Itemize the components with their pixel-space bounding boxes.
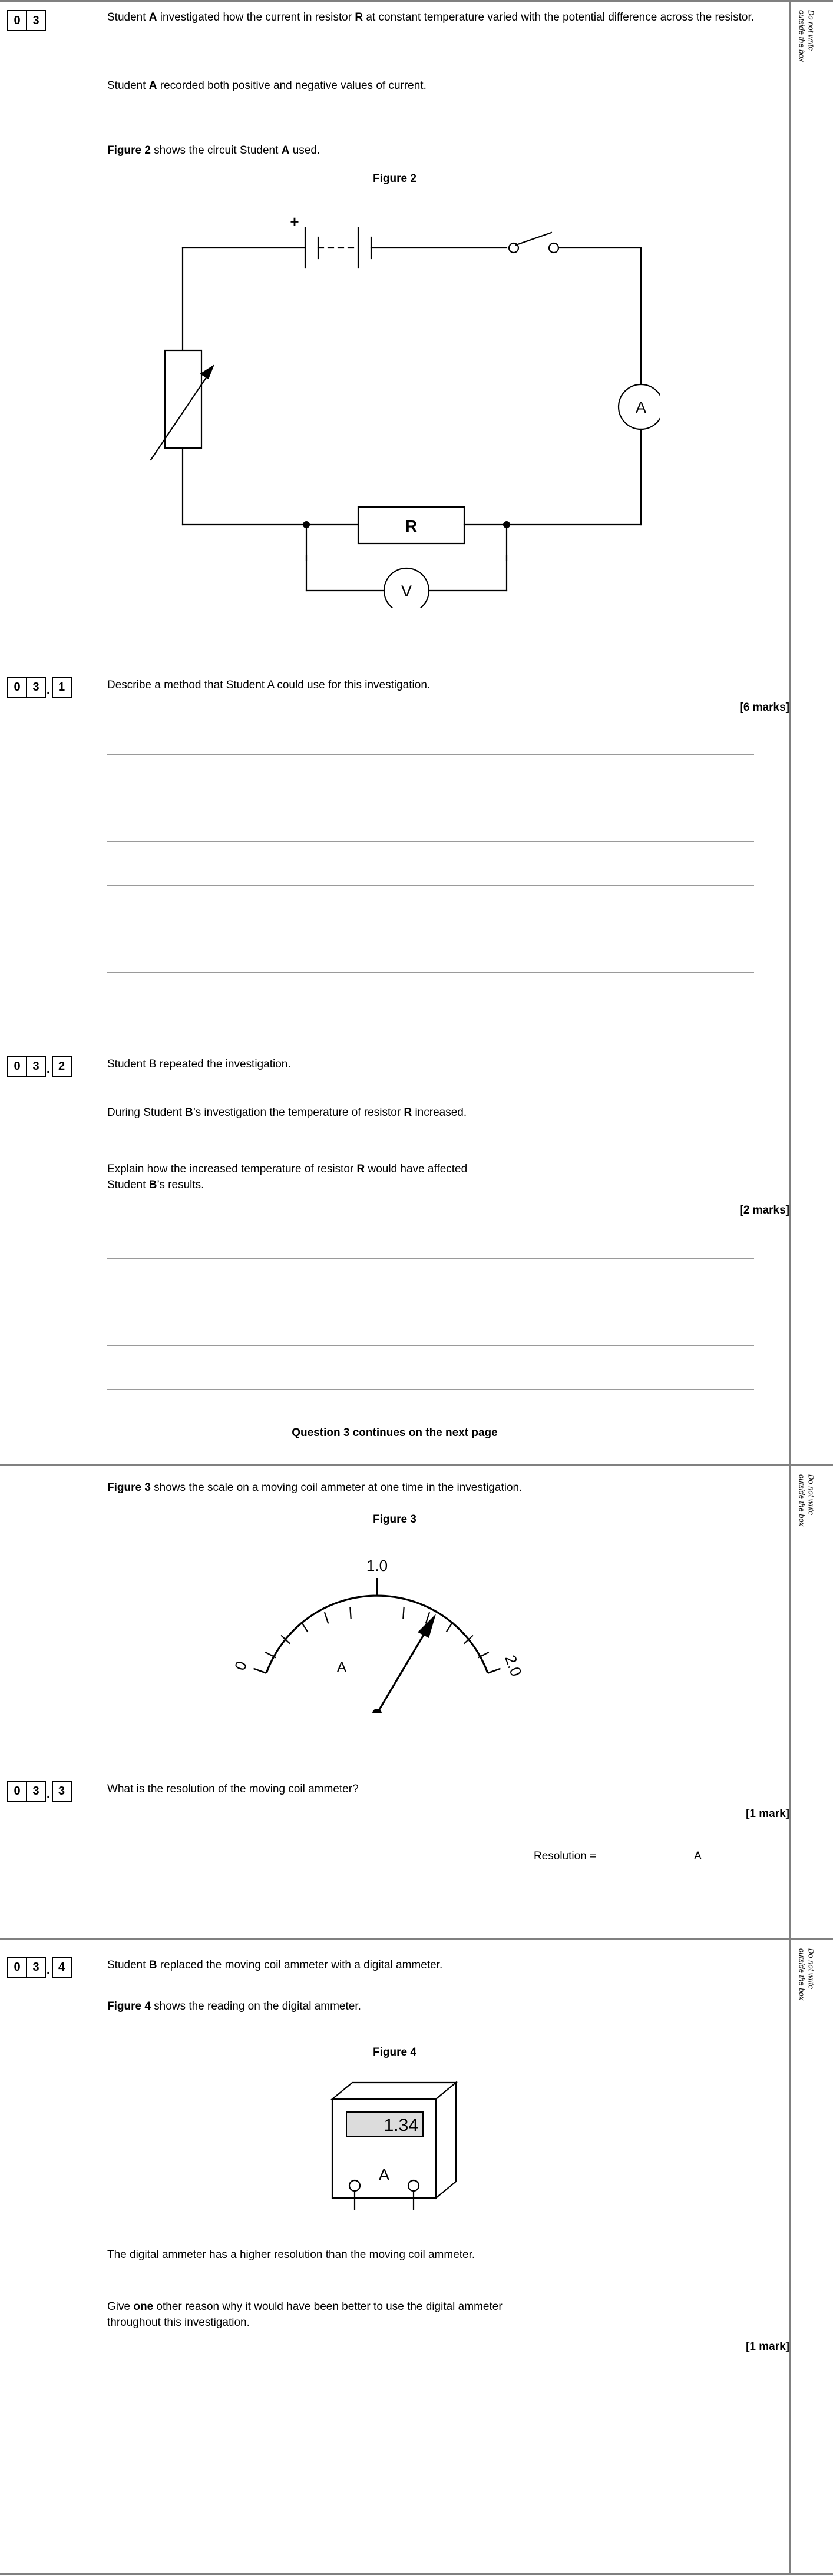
digital-meter-unit-label: A [378, 2166, 390, 2184]
resistor-label: R [405, 517, 418, 535]
part-number-dot: . [47, 1964, 50, 1977]
question-digit-0: 0 [7, 10, 27, 31]
question-digit-3: 3 [26, 10, 46, 31]
page-section-3 [0, 1940, 833, 2575]
margin-divider [789, 1466, 791, 1938]
figure-4-intro: Figure 4 shows the reading on the digital ammeter. [107, 2000, 361, 2013]
part-number-dot: . [47, 1788, 50, 1801]
digital-display-value: 1.34 [384, 2116, 418, 2135]
question-number-03-1 [7, 677, 71, 698]
part-03-2-line-1: Student B repeated the investigation. [107, 1058, 291, 1070]
part-digit-0: 0 [7, 677, 27, 698]
margin-note-line-1: Do not write [806, 1474, 816, 1516]
part-03-3-text: What is the resolution of the moving coil ammeter? [107, 1783, 359, 1795]
answer-line[interactable] [107, 1345, 754, 1346]
part-digit-0: 0 [7, 1781, 27, 1802]
voltmeter-label: V [401, 582, 412, 600]
part-03-2-line-2: During Student B’s investigation the temperature of resistor R increased. [107, 1106, 467, 1119]
figure-3-moving-coil-ammeter [194, 1537, 560, 1713]
part-03-4-marks: [1 mark] [746, 2340, 789, 2353]
answer-line[interactable] [107, 1258, 754, 1259]
question-continues-note: Question 3 continues on the next page [292, 1427, 498, 1439]
part-03-4-line-3: Give one other reason why it would have been better to use the digital ammeter throughout this investigation. [107, 2300, 503, 2329]
resolution-unit-label: A [694, 1850, 702, 1862]
scale-label-0: 0 [230, 1658, 251, 1673]
question-number-03-2 [7, 1056, 71, 1077]
question-number-03 [7, 10, 45, 31]
part-number-dot: . [47, 684, 50, 697]
part-03-1-text: Describe a method that Student A could use for this investigation. [107, 679, 431, 691]
margin-divider [789, 2, 791, 1464]
margin-note-line-2: outside the box [797, 10, 806, 62]
question-number-03-3 [7, 1781, 71, 1802]
question-intro-paragraph-2: Student A recorded both positive and negative values of current. [107, 79, 427, 92]
part-03-2-marks: [2 marks] [739, 1204, 789, 1216]
figure-2-circuit-diagram [118, 214, 660, 561]
part-03-1-marks: [6 marks] [739, 701, 789, 714]
figure-4-digital-ammeter [318, 2076, 477, 2211]
do-not-write-outside-box-note [796, 1474, 816, 1527]
figure-2-voltmeter [118, 555, 660, 608]
part-digit-3: 3 [26, 1056, 46, 1077]
figure-4-caption: Figure 4 [373, 2046, 416, 2058]
margin-note-line-2: outside the box [797, 1948, 806, 2001]
margin-note-line-2: outside the box [797, 1474, 806, 1527]
part-digit-3: 3 [26, 1781, 46, 1802]
part-digit-sub: 2 [52, 1056, 72, 1077]
figure-3-caption: Figure 3 [373, 1513, 416, 1526]
part-03-4-line-2: The digital ammeter has a higher resolution than the moving coil ammeter. [107, 2249, 475, 2261]
figure-2-caption: Figure 2 [373, 173, 416, 185]
part-digit-sub: 3 [52, 1781, 72, 1802]
question-intro-paragraph-3: Figure 2 shows the circuit Student A used. [107, 144, 320, 157]
part-digit-3: 3 [26, 677, 46, 698]
part-03-2-line-3: Explain how the increased temperature of resistor R would have affected Student B’s results. [107, 1163, 468, 1191]
part-number-dot: . [47, 1063, 50, 1076]
part-digit-sub: 4 [52, 1957, 72, 1978]
part-digit-0: 0 [7, 1957, 27, 1978]
answer-line[interactable] [107, 754, 754, 755]
resolution-answer-line [534, 1849, 702, 1863]
do-not-write-outside-box-note [796, 1948, 816, 2001]
part-digit-3: 3 [26, 1957, 46, 1978]
part-03-4-line-1: Student B replaced the moving coil ammeter with a digital ammeter. [107, 1959, 443, 1971]
figure-3-intro: Figure 3 shows the scale on a moving coil ammeter at one time in the investigation. [107, 1481, 523, 1494]
answer-line[interactable] [107, 885, 754, 886]
part-digit-sub: 1 [52, 677, 72, 698]
question-number-03-4 [7, 1957, 71, 1978]
scale-label-1: 1.0 [366, 1557, 388, 1574]
ammeter-label: A [635, 399, 647, 416]
answer-line[interactable] [107, 841, 754, 842]
margin-note-line-1: Do not write [806, 1948, 816, 1990]
resolution-prompt-label: Resolution = [534, 1850, 597, 1862]
meter-unit-label: A [336, 1659, 347, 1676]
answer-line[interactable] [107, 1389, 754, 1390]
margin-divider [789, 1940, 791, 2573]
scale-label-2: 2.0 [501, 1652, 525, 1679]
answer-line[interactable] [107, 972, 754, 973]
question-intro-paragraph-1: Student A investigated how the current in resistor R at constant temperature varied with the potential difference across the resistor. [107, 11, 755, 24]
margin-note-line-1: Do not write [806, 10, 816, 51]
part-digit-0: 0 [7, 1056, 27, 1077]
part-03-3-marks: [1 mark] [746, 1808, 789, 1820]
do-not-write-outside-box-note [796, 10, 816, 62]
resolution-answer-blank[interactable] [601, 1849, 689, 1859]
battery-plus-label: + [290, 214, 299, 230]
page-section-2 [0, 1466, 833, 1940]
